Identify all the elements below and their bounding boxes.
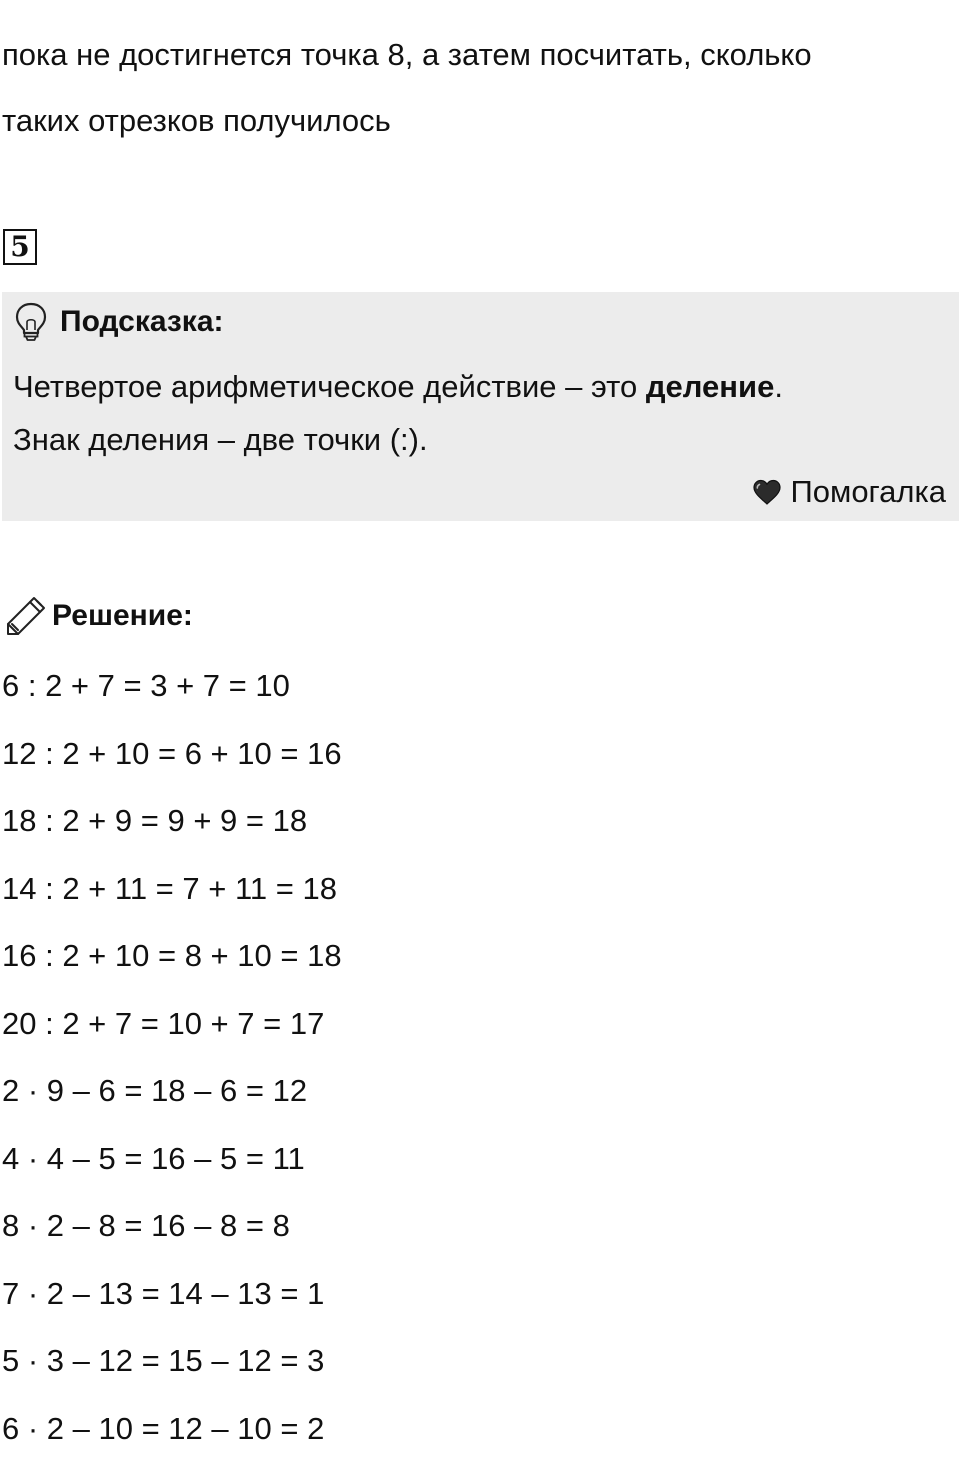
- equation-line: 14 : 2 + 11 = 7 + 11 = 18: [2, 855, 342, 923]
- hint-box: [2, 292, 959, 521]
- intro-text: [2, 22, 952, 154]
- equation-line: 8 · 2 – 8 = 16 – 8 = 8: [2, 1192, 342, 1260]
- hint-line-1-end: .: [774, 369, 783, 404]
- equation-line: 18 : 2 + 9 = 9 + 9 = 18: [2, 787, 342, 855]
- pencil-icon: [4, 594, 48, 638]
- task-number-badge: 5: [3, 229, 37, 265]
- equation-line: 6 : 2 + 7 = 3 + 7 = 10: [2, 652, 342, 720]
- hint-line-2: Знак деления – две точки (:).: [13, 422, 428, 458]
- equation-line: 2 · 9 – 6 = 18 – 6 = 12: [2, 1057, 342, 1125]
- heart-icon: [752, 479, 782, 505]
- solution-header: [4, 594, 193, 638]
- hint-line-1-text: Четвертое арифметическое действие – это: [13, 369, 646, 404]
- equation-list: [2, 652, 342, 1462]
- equation-line: 7 · 2 – 13 = 14 – 13 = 1: [2, 1260, 342, 1328]
- lightbulb-icon: [14, 302, 48, 342]
- equation-line: 4 · 4 – 5 = 16 – 5 = 11: [2, 1125, 342, 1193]
- hint-line-1: [13, 369, 783, 405]
- hint-header: [14, 302, 224, 342]
- hint-title: Подсказка:: [60, 305, 224, 339]
- equation-line: 6 · 2 – 10 = 12 – 10 = 2: [2, 1395, 342, 1462]
- equation-line: 12 : 2 + 10 = 6 + 10 = 16: [2, 720, 342, 788]
- equation-line: 20 : 2 + 7 = 10 + 7 = 17: [2, 990, 342, 1058]
- equation-line: 5 · 3 – 12 = 15 – 12 = 3: [2, 1327, 342, 1395]
- hint-credit-text: Помогалка: [790, 474, 946, 510]
- intro-line-1: пока не достигнется точка 8, а затем посчитать, сколько: [2, 22, 952, 88]
- equation-line: 16 : 2 + 10 = 8 + 10 = 18: [2, 922, 342, 990]
- solution-title: Решение:: [52, 599, 193, 633]
- hint-credit: [752, 474, 946, 510]
- intro-line-2: таких отрезков получилось: [2, 88, 952, 154]
- hint-line-1-bold: деление: [646, 369, 774, 404]
